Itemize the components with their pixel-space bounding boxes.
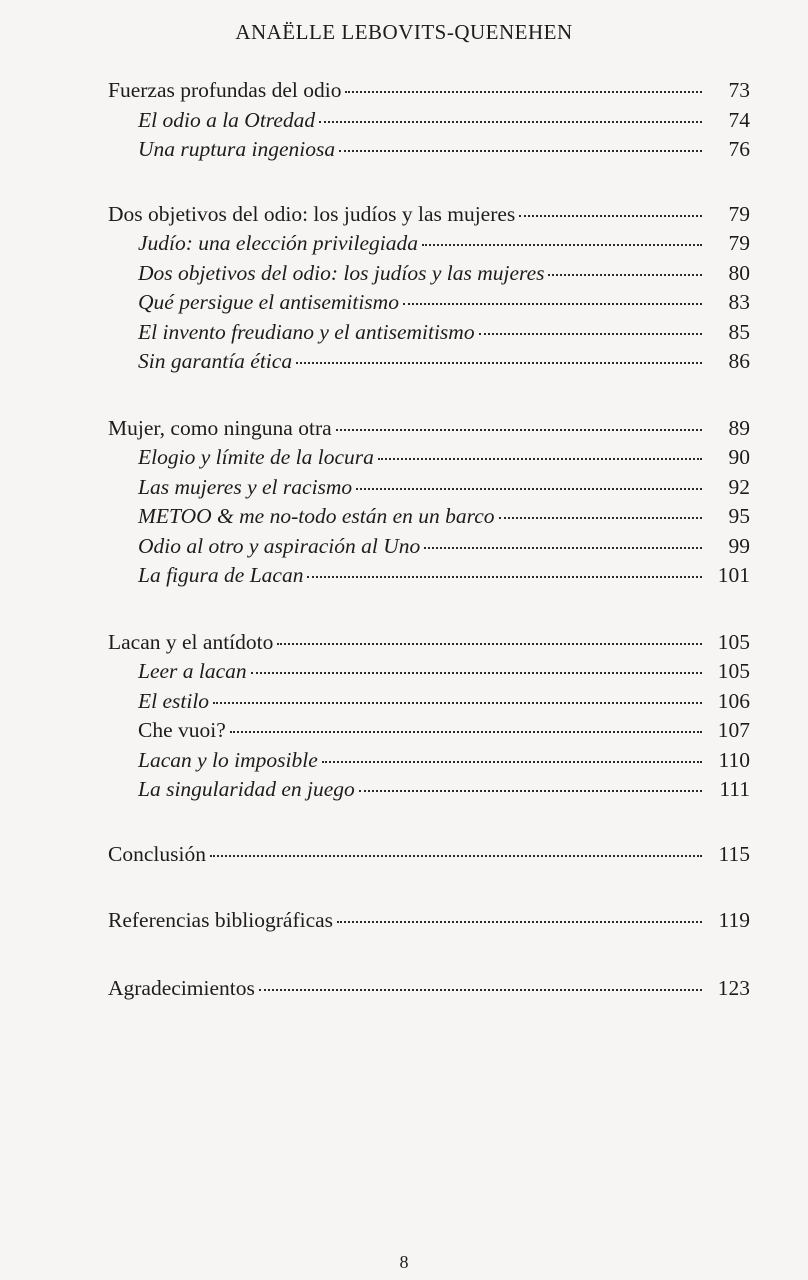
toc-entry-title: Mujer, como ninguna otra xyxy=(108,415,332,440)
dot-leader xyxy=(337,921,702,923)
toc-subentry xyxy=(108,135,750,165)
dot-leader xyxy=(359,790,702,792)
toc-section xyxy=(108,974,750,1004)
toc-subentry-title: El estilo xyxy=(138,688,210,713)
toc-subentry-title: Leer a lacan xyxy=(138,659,247,683)
toc-subentry-page: 101 xyxy=(717,563,750,587)
toc-entry xyxy=(108,840,750,870)
toc-subentry xyxy=(108,443,750,473)
dot-leader xyxy=(307,576,702,578)
toc-section xyxy=(108,414,750,591)
dot-leader xyxy=(230,731,702,733)
toc-subentry-title: Elogio y límite de la locura xyxy=(138,445,374,469)
dot-leader xyxy=(356,488,702,490)
toc-subentry-page: 76 xyxy=(728,137,750,161)
toc-entry xyxy=(108,974,750,1004)
toc-subentry-title: El invento freudiano y el antisemitismo xyxy=(138,319,475,344)
toc-subentry-title: Che vuoi? xyxy=(138,718,226,742)
dot-leader xyxy=(339,150,702,152)
dot-leader xyxy=(403,303,702,305)
toc-subentry-page: 90 xyxy=(728,445,750,469)
toc-subentry-title: Judío: una elección privilegiada xyxy=(138,231,419,255)
toc-subentry-title: Una ruptura ingeniosa xyxy=(138,137,336,161)
dot-leader xyxy=(319,121,702,123)
dot-leader xyxy=(251,672,702,674)
toc-subentry xyxy=(108,318,750,348)
toc-subentry-title: Qué persigue el antisemitismo xyxy=(138,290,399,314)
toc-subentry xyxy=(108,473,750,503)
toc-subentry-title: Lacan y lo imposible xyxy=(138,747,318,772)
dot-leader xyxy=(422,244,702,246)
toc-entry xyxy=(108,414,750,444)
toc-entry xyxy=(108,906,750,936)
table-of-contents xyxy=(108,76,750,1003)
running-header: ANAËLLE LEBOVITS-QUENEHEN xyxy=(235,20,573,44)
toc-subentry xyxy=(108,532,750,562)
toc-subentry-page: 107 xyxy=(717,718,750,742)
dot-leader xyxy=(259,989,702,991)
dot-leader xyxy=(213,702,702,704)
dot-leader xyxy=(378,458,702,460)
dot-leader xyxy=(519,215,702,217)
toc-subentry-title: Odio al otro y aspiración al Uno xyxy=(138,533,421,558)
dot-leader xyxy=(210,855,702,857)
toc-entry-page: 123 xyxy=(717,975,750,1000)
toc-subentry-title: Sin garantía ética xyxy=(138,349,293,373)
toc-section xyxy=(108,906,750,936)
toc-subentry-page: 110 xyxy=(718,747,750,772)
toc-entry-page: 105 xyxy=(717,629,750,654)
toc-subentry xyxy=(108,687,750,717)
toc-subentry-title: La singularidad en juego xyxy=(138,777,355,801)
toc-subentry xyxy=(108,561,750,591)
toc-subentry-page: 79 xyxy=(728,231,750,255)
toc-subentry xyxy=(108,347,750,377)
toc-subentry-page: 111 xyxy=(719,777,750,801)
dot-leader xyxy=(345,91,702,93)
dot-leader xyxy=(336,429,702,431)
dot-leader xyxy=(548,274,702,276)
toc-section xyxy=(108,840,750,870)
toc-subentry-page: 106 xyxy=(717,688,750,713)
toc-section xyxy=(108,76,750,165)
dot-leader xyxy=(424,547,702,549)
toc-entry-title: Lacan y el antídoto xyxy=(108,629,274,654)
toc-subentry-page: 74 xyxy=(728,107,750,132)
toc-subentry xyxy=(108,502,750,532)
toc-subentry xyxy=(108,229,750,259)
toc-subentry-page: 92 xyxy=(728,474,750,499)
toc-subentry-page: 86 xyxy=(728,349,750,373)
toc-entry-page: 115 xyxy=(718,841,750,866)
toc-entry-title: Fuerzas profundas del odio xyxy=(108,78,342,102)
dot-leader xyxy=(479,333,702,335)
toc-entry-page: 119 xyxy=(718,908,750,932)
dot-leader xyxy=(499,517,702,519)
toc-entry xyxy=(108,628,750,658)
toc-subentry xyxy=(108,716,750,746)
toc-subentry-title: METOO & me no-todo están en un barco xyxy=(138,504,495,528)
toc-subentry xyxy=(108,259,750,289)
toc-subentry xyxy=(108,657,750,687)
toc-subentry-title: Las mujeres y el racismo xyxy=(138,474,353,499)
toc-subentry-page: 83 xyxy=(728,290,750,314)
toc-subentry-page: 105 xyxy=(717,659,750,683)
toc-entry-title: Conclusión xyxy=(108,841,206,866)
toc-entry-page: 89 xyxy=(728,415,750,440)
toc-subentry-title: La figura de Lacan xyxy=(138,563,304,587)
dot-leader xyxy=(296,362,702,364)
toc-subentry xyxy=(108,746,750,776)
dot-leader xyxy=(277,643,702,645)
toc-entry xyxy=(108,76,750,106)
toc-entry xyxy=(108,200,750,230)
toc-entry-title: Agradecimientos xyxy=(108,975,255,1000)
toc-section xyxy=(108,200,750,377)
toc-entry-title: Referencias bibliográficas xyxy=(108,908,334,932)
toc-subentry xyxy=(108,288,750,318)
toc-subentry-page: 85 xyxy=(728,319,750,344)
toc-subentry-page: 99 xyxy=(728,533,750,558)
toc-entry-page: 79 xyxy=(728,201,750,226)
page-number: 8 xyxy=(399,1252,409,1272)
toc-subentry xyxy=(108,775,750,805)
toc-subentry-title: El odio a la Otredad xyxy=(138,107,316,132)
toc-subentry-page: 80 xyxy=(728,260,750,285)
toc-subentry-title: Dos objetivos del odio: los judíos y las mujeres xyxy=(138,260,545,285)
toc-entry-title: Dos objetivos del odio: los judíos y las mujeres xyxy=(108,201,516,226)
toc-subentry xyxy=(108,106,750,136)
toc-subentry-page: 95 xyxy=(728,504,750,528)
dot-leader xyxy=(322,761,702,763)
toc-entry-page: 73 xyxy=(728,78,750,102)
toc-section xyxy=(108,628,750,805)
